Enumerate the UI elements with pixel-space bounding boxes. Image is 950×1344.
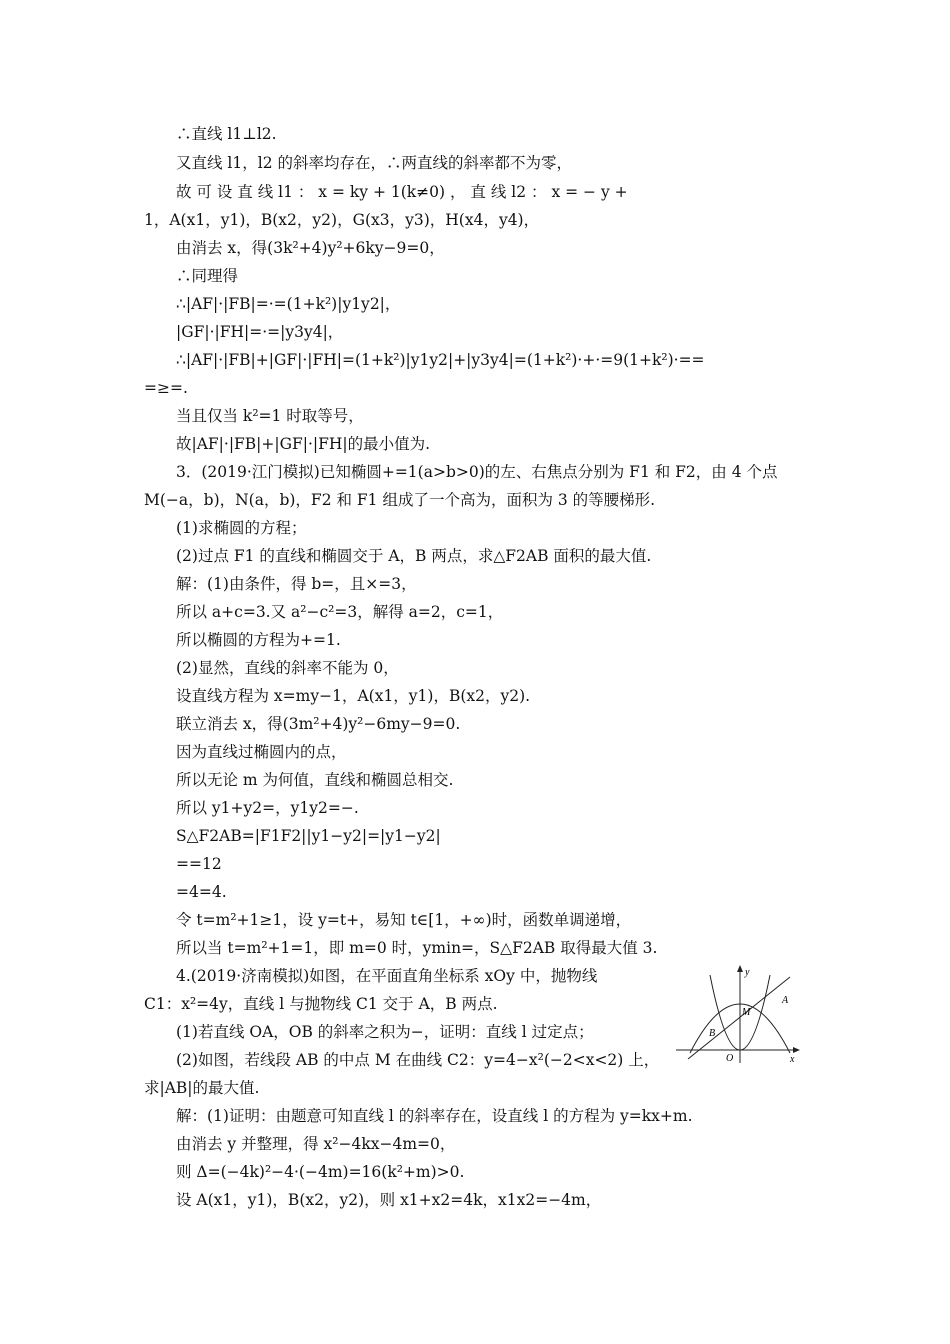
y-axis-arrow [737, 965, 743, 972]
line-l [688, 977, 790, 1059]
parabola-figure [676, 963, 802, 1065]
text-line: 又直线 l1，l2 的斜率均存在，∴两直线的斜率都不为零， [176, 154, 572, 172]
text-line: (2)过点 F1 的直线和椭圆交于 A，B 两点，求△F2AB 面积的最大值. [176, 547, 652, 565]
text-line: 设 A(x1，y1)，B(x2，y2)，则 x1+x2=4k，x1x2=−4m， [176, 1191, 602, 1209]
text-line: 求|AB|的最大值. [144, 1079, 260, 1097]
text-line: ==12 [176, 855, 222, 873]
text-line: 当且仅当 k²=1 时取等号， [176, 407, 364, 425]
text-line: 所以椭圆的方程为+=1. [176, 631, 341, 649]
text-line: ∴|AF|·|FB|+|GF|·|FH|=(1+k²)|y1y2|+|y3y4|=(1+k²)·+·=9(1+k²)·== [176, 351, 705, 369]
text-line: 4.(2019·济南模拟)如图，在平面直角坐标系 xOy 中，抛物线 [176, 967, 598, 985]
text-line: C1：x²=4y，直线 l 与抛物线 C1 交于 A，B 两点. [144, 995, 498, 1013]
text-line: ∴同理得 [176, 267, 239, 285]
text-line: 故|AF|·|FB|+|GF|·|FH|的最小值为. [176, 435, 431, 453]
text-line: 由消去 x，得(3k²+4)y²+6ky−9=0， [176, 239, 445, 257]
text-line: (1)若直线 OA，OB 的斜率之积为−，证明：直线 l 过定点； [176, 1023, 594, 1041]
x-axis-arrow [793, 1047, 800, 1053]
text-line: 所以当 t=m²+1=1，即 m=0 时，ymin=，S△F2AB 取得最大值 3. [176, 939, 658, 957]
text-line: 联立消去 x，得(3m²+4)y²−6my−9=0. [176, 715, 461, 733]
text-line: =4=4. [176, 883, 227, 901]
point-a-label: A [782, 995, 789, 1006]
text-line: (1)求椭圆的方程； [176, 519, 307, 537]
text-line: 所以无论 m 为何值，直线和椭圆总相交. [176, 771, 454, 789]
text-line: 令 t=m²+1≥1，设 y=t+，易知 t∈[1，+∞)时，函数单调递增， [176, 911, 632, 929]
text-line: S△F2AB=|F1F2||y1−y2|=|y1−y2| [176, 827, 441, 845]
text-line: M(−a，b)，N(a，b)，F2 和 F1 组成了一个高为，面积为 3 的等腰梯形. [144, 491, 656, 509]
text-line: (2)如图，若线段 AB 的中点 M 在曲线 C2：y=4−x²(−2<x<2) 上， [176, 1051, 660, 1069]
text-line: 设直线方程为 x=my−1，A(x1，y1)，B(x2，y2). [176, 687, 531, 705]
text-line: 则 Δ=(−4k)²−4·(−4m)=16(k²+m)>0. [176, 1163, 465, 1181]
origin-label: O [726, 1053, 734, 1064]
text-line: 解：(1)证明：由题意可知直线 l 的斜率存在，设直线 l 的方程为 y=kx+m. [176, 1107, 693, 1125]
point-m-label: M [742, 1007, 751, 1018]
text-line: 故 可 设 直 线 l1 ： x = ky + 1(k≠0) ， 直 线 l2 ： x = − y + [176, 183, 628, 201]
text-line: ∴|AF|·|FB|=·=(1+k²)|y1y2|， [176, 295, 401, 313]
text-line: 因为直线过椭圆内的点， [176, 743, 347, 761]
text-line: 由消去 y 并整理，得 x²−4kx−4m=0， [176, 1135, 456, 1153]
text-line: |GF|·|FH|=·=|y3y4|， [176, 323, 344, 341]
text-line: 所以 a+c=3.又 a²−c²=3，解得 a=2，c=1， [176, 603, 504, 621]
text-line: ∴直线 l1⊥l2. [176, 125, 277, 143]
text-line: 1，A(x1，y1)，B(x2，y2)，G(x3，y3)，H(x4，y4)， [144, 211, 540, 229]
text-line: =≥=. [144, 379, 188, 397]
text-line: 3．(2019·江门模拟)已知椭圆+=1(a>b>0)的左、右焦点分别为 F1 和 F2，由 4 个点 [176, 463, 778, 481]
text-line: 解：(1)由条件，得 b=，且×=3， [176, 575, 417, 593]
x-label: x [790, 1054, 795, 1065]
y-label: y [745, 967, 750, 978]
point-b-label: B [709, 1028, 716, 1039]
text-line: 所以 y1+y2=，y1y2=−. [176, 799, 359, 817]
text-line: (2)显然，直线的斜率不能为 0， [176, 659, 399, 677]
